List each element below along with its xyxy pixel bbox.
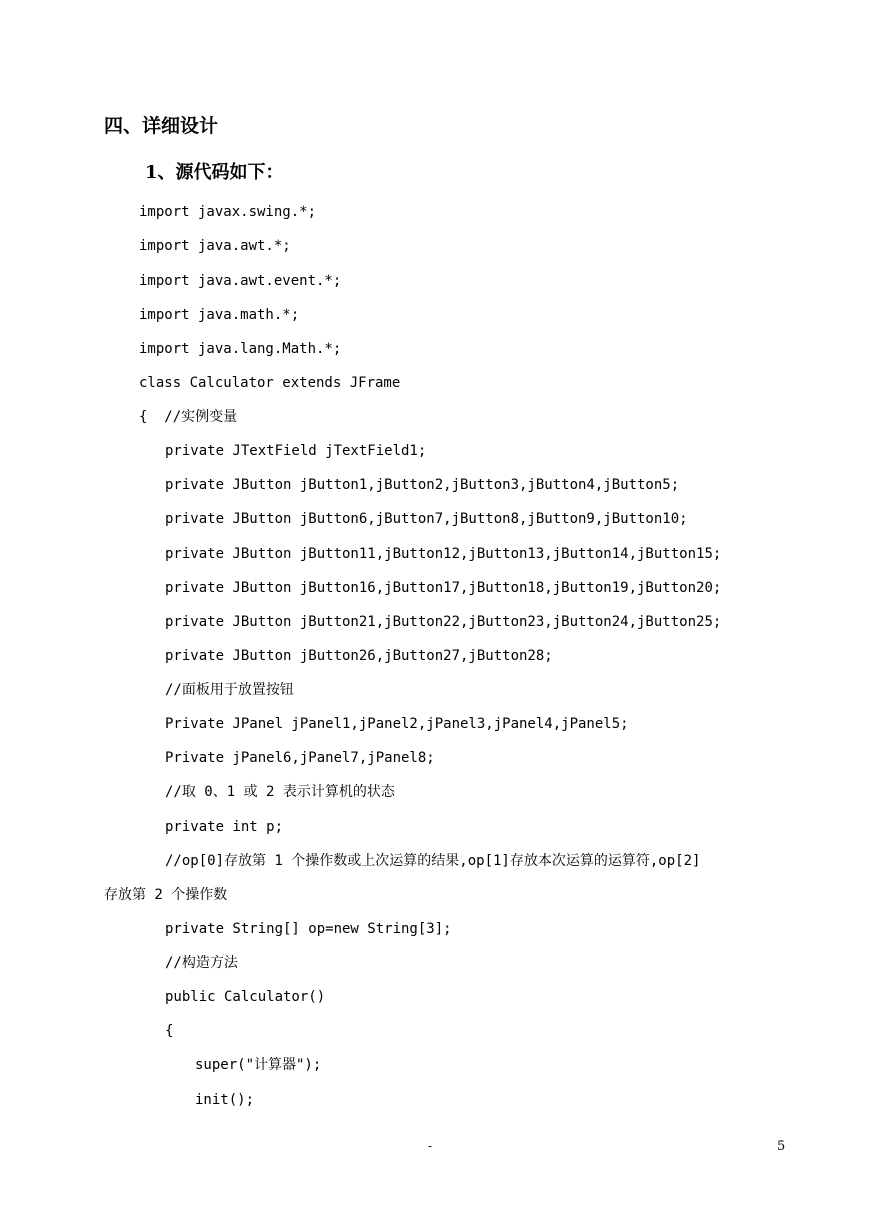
subsection-heading: 1、源代码如下： xyxy=(145,162,284,183)
code-line: init(); xyxy=(195,1092,255,1108)
code-line: private JTextField jTextField1; xyxy=(165,443,427,459)
code-line: Private jPanel6,jPanel7,jPanel8; xyxy=(165,750,435,766)
code-line: import java.math.*; xyxy=(139,307,300,323)
code-line: //面板用于放置按钮 xyxy=(165,682,294,698)
code-line: private JButton jButton16,jButton17,jButton18,jButton19,jButton20; xyxy=(165,580,722,596)
code-line: 存放第 2 个操作数 xyxy=(104,887,228,903)
code-line: //op[0]存放第 1 个操作数或上次运算的结果,op[1]存放本次运算的运算符,op[2] xyxy=(165,853,701,869)
code-line: private JButton jButton21,jButton22,jButton23,jButton24,jButton25; xyxy=(165,614,722,630)
code-line: import java.lang.Math.*; xyxy=(139,341,342,357)
code-line: import java.awt.*; xyxy=(139,238,291,254)
page-number: 5 xyxy=(777,1139,786,1154)
code-line: super("计算器"); xyxy=(195,1057,322,1073)
code-line: //构造方法 xyxy=(165,955,238,971)
code-line: Private JPanel jPanel1,jPanel2,jPanel3,jPanel4,jPanel5; xyxy=(165,716,629,732)
code-line: private JButton jButton26,jButton27,jButton28; xyxy=(165,648,553,664)
code-line: class Calculator extends JFrame xyxy=(139,375,401,391)
code-line: { xyxy=(165,1023,174,1039)
code-line: { //实例变量 xyxy=(139,409,238,425)
code-line: private int p; xyxy=(165,819,284,835)
code-line: private JButton jButton11,jButton12,jButton13,jButton14,jButton15; xyxy=(165,546,722,562)
code-line: private String[] op=new String[3]; xyxy=(165,921,452,937)
code-line: public Calculator() xyxy=(165,989,326,1005)
section-heading: 四、详细设计 xyxy=(104,115,219,137)
code-line: private JButton jButton6,jButton7,jButton8,jButton9,jButton10; xyxy=(165,511,688,527)
code-line: private JButton jButton1,jButton2,jButton3,jButton4,jButton5; xyxy=(165,477,680,493)
code-line: //取 0、1 或 2 表示计算机的状态 xyxy=(165,784,395,800)
code-line: import javax.swing.*; xyxy=(139,204,317,220)
footer-dash: - xyxy=(428,1139,433,1153)
code-line: import java.awt.event.*; xyxy=(139,273,342,289)
